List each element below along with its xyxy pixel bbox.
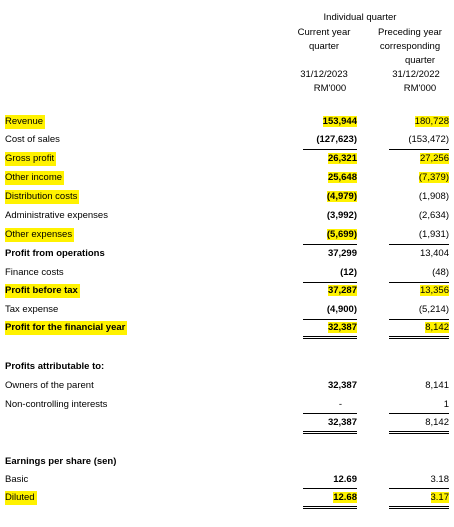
- row-owners-parent: [0, 379, 454, 393]
- rule: [389, 319, 449, 320]
- value-current: 37,287: [327, 285, 357, 296]
- rule: [303, 282, 357, 283]
- rule: [389, 506, 449, 507]
- value-current: (4,900): [326, 304, 357, 315]
- value-preceding: 8,142: [425, 322, 449, 333]
- row-label: Profit for the financial year: [5, 322, 126, 333]
- rule: [303, 508, 357, 509]
- row-other-expenses: [0, 228, 454, 242]
- rule: [303, 431, 357, 432]
- rule: [303, 413, 357, 414]
- row-cost-of-sales: [0, 133, 454, 147]
- value-preceding: 13,356: [419, 285, 449, 296]
- row-label: Distribution costs: [5, 191, 78, 202]
- row-distribution-costs: [0, 190, 454, 204]
- value-current: 32,387: [327, 417, 357, 428]
- value-preceding: (1,931): [418, 229, 449, 240]
- row-label: Non-controlling interests: [5, 399, 108, 410]
- row-tax-expense: [0, 303, 454, 317]
- rule: [303, 506, 357, 507]
- value-current: -: [338, 399, 342, 410]
- header-col1-line2: quarter: [308, 41, 340, 52]
- header-col1-unit: RM'000: [313, 83, 347, 94]
- section-title-attributable: Profits attributable to:: [5, 361, 105, 372]
- header-col1-line1: Current year: [297, 27, 351, 38]
- value-preceding: 3.18: [430, 474, 449, 485]
- value-preceding: 8,141: [425, 380, 449, 391]
- rule: [303, 336, 357, 337]
- rule: [303, 433, 357, 434]
- row-label: Basic: [5, 474, 29, 485]
- value-current: (12): [340, 267, 357, 278]
- value-current: 37,299: [327, 248, 357, 259]
- value-preceding: (2,634): [418, 210, 449, 221]
- rule: [389, 282, 449, 283]
- header-col2-unit: RM'000: [403, 83, 437, 94]
- value-preceding: 1: [443, 399, 449, 410]
- section-title-eps: Earnings per share (sen): [5, 456, 117, 467]
- row-label: Administrative expenses: [5, 210, 108, 221]
- header-col2-line3: quarter: [404, 55, 436, 66]
- row-label: Other expenses: [5, 229, 73, 240]
- value-preceding: 180,728: [414, 116, 449, 127]
- row-profit-year: [0, 321, 454, 335]
- rule: [389, 244, 449, 245]
- value-preceding: (153,472): [408, 134, 449, 145]
- value-preceding: (1,908): [418, 191, 449, 202]
- value-preceding: (7,379): [418, 172, 449, 183]
- row-nci: [0, 398, 454, 412]
- row-label: Revenue: [5, 116, 44, 127]
- value-current: 32,387: [327, 322, 357, 333]
- value-current: (127,623): [316, 134, 357, 145]
- row-profit-operations: [0, 247, 454, 261]
- row-finance-costs: [0, 266, 454, 280]
- row-label: Profit from operations: [5, 248, 105, 259]
- rule: [389, 488, 449, 489]
- rule: [389, 149, 449, 150]
- rule: [303, 338, 357, 339]
- value-current: (3,992): [326, 210, 357, 221]
- rule: [303, 149, 357, 150]
- header-col2-line2: corresponding: [379, 41, 441, 52]
- rule: [303, 488, 357, 489]
- rule: [389, 431, 449, 432]
- row-admin-expenses: [0, 209, 454, 223]
- row-label: Owners of the parent: [5, 380, 94, 391]
- value-preceding: 3.17: [430, 492, 449, 503]
- value-preceding: 27,256: [419, 153, 449, 164]
- rule: [389, 413, 449, 414]
- row-attributable-total: [0, 416, 454, 430]
- row-label: Gross profit: [5, 153, 55, 164]
- value-preceding: (48): [432, 267, 449, 278]
- header-group-title: Individual quarter: [323, 12, 397, 23]
- value-preceding: 8,142: [425, 417, 449, 428]
- value-preceding: 13,404: [419, 248, 449, 259]
- row-eps-diluted: [0, 491, 454, 505]
- row-label: Tax expense: [5, 304, 59, 315]
- value-current: (4,979): [326, 191, 357, 202]
- rule: [303, 244, 357, 245]
- header-col2-date: 31/12/2022: [392, 69, 440, 80]
- value-current: (5,699): [326, 229, 357, 240]
- row-label: Profit before tax: [5, 285, 78, 296]
- row-gross-profit: [0, 152, 454, 166]
- row-other-income: [0, 171, 454, 185]
- value-preceding: (5,214): [418, 304, 449, 315]
- row-label: Finance costs: [5, 267, 64, 278]
- value-current: 25,648: [327, 172, 357, 183]
- value-current: 153,944: [322, 116, 357, 127]
- value-current: 26,321: [327, 153, 357, 164]
- row-revenue: [0, 115, 454, 129]
- header-col2-line1: Preceding year: [378, 27, 442, 38]
- row-eps-basic: [0, 473, 454, 487]
- rule: [389, 338, 449, 339]
- rule: [389, 433, 449, 434]
- row-label: Other income: [5, 172, 63, 183]
- row-profit-before-tax: [0, 284, 454, 298]
- row-label: Cost of sales: [5, 134, 60, 145]
- rule: [389, 508, 449, 509]
- value-current: 12.69: [333, 474, 357, 485]
- rule: [389, 336, 449, 337]
- rule: [303, 319, 357, 320]
- row-label: Diluted: [5, 492, 35, 503]
- value-current: 32,387: [327, 380, 357, 391]
- value-current: 12.68: [333, 492, 357, 503]
- header-col1-date: 31/12/2023: [300, 69, 348, 80]
